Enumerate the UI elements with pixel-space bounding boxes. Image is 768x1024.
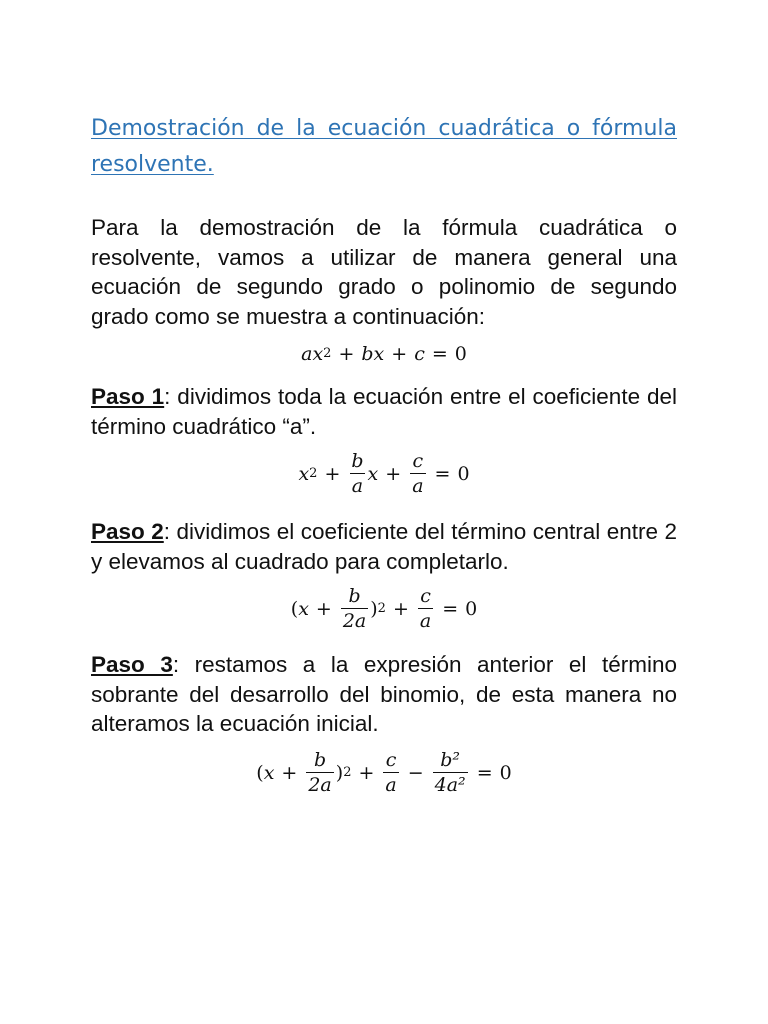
eq-term: b [361,343,374,365]
fraction-numerator: b² [440,749,461,771]
fraction-denominator: 4a² [434,774,466,796]
fraction-denominator: 2a [308,774,332,796]
step-1-label: Paso 1 [91,384,165,409]
equation-step-2: ( x + $\frac{b}{2a}$ ) 2 + $\frac{c}{a}$ = 0 [290,585,478,632]
document-title: Demostración de la ecuación cuadrática o fórmula resolvente. [91,116,677,177]
fraction-numerator: b [313,749,327,771]
intro-paragraph: Para la demostración de la fórmula cuadrática o resolvente, vamos a utilizar de manera general una ecuación de segundo grado o polinomio de segundo grado como se muestra a continuación: [91,215,677,329]
eq-term: x [298,597,309,620]
eq-operator: + [315,597,332,620]
step-3-label: Paso 3 [91,652,173,677]
eq-operator: + [391,343,408,365]
equation-step-1: x 2 + $\frac{b}{a}$ x + $\frac{c}{a}$ = 0 [298,450,470,497]
eq-paren: ( [256,761,264,784]
eq-term: 0 [454,343,467,365]
eq-term: a [301,343,313,365]
eq-operator: = [434,462,451,485]
eq-term: x [263,761,275,784]
eq-fraction [418,585,433,632]
eq-term: 0 [457,462,470,485]
fraction-denominator: a [351,475,364,497]
eq-operator: + [324,462,341,485]
step-1-text: : dividimos toda la ecuación entre el coeficiente del término cuadrático “a”. [91,384,677,439]
step-1-paragraph [91,382,677,441]
eq-paren: ) [370,597,378,620]
eq-term: x [373,343,385,365]
equation-general-form: a x 2 + b x + c = 0 [301,343,467,365]
eq-term: 0 [499,761,512,784]
eq-term: 0 [465,597,478,620]
eq-fraction [341,585,368,632]
fraction-denominator: a [419,610,432,632]
equation-step-3: ( x + $\frac{b}{2a}$ ) 2 + $\frac{c}{a}$ − $\frac{\text{b²}}{\text{4a²}}$ = 0 [256,749,512,796]
step-2-paragraph [91,517,677,576]
eq-operator: = [431,343,448,365]
eq-fraction [383,749,398,796]
eq-term: x [312,343,324,365]
eq-term: c [414,343,425,365]
fraction-denominator: a [385,774,397,796]
eq-fraction [433,749,468,796]
eq-operator: = [442,597,459,620]
eq-operator: + [385,462,402,485]
fraction-denominator: a [412,475,424,497]
eq-term: x [298,462,310,485]
fraction-denominator: 2a [342,610,367,632]
eq-operator: + [358,761,375,784]
fraction-numerator: b [348,585,361,607]
eq-fraction [349,450,365,497]
eq-operator: = [476,761,493,784]
fraction-numerator: b [351,450,364,472]
step-3-paragraph [91,650,677,739]
eq-operator: + [338,343,355,365]
fraction-numerator: c [385,749,397,771]
eq-operator: + [281,761,298,784]
eq-fraction [410,450,425,497]
fraction-numerator: c [420,585,431,607]
eq-paren: ( [290,597,299,620]
fraction-numerator: c [412,450,424,472]
eq-fraction [306,749,333,796]
step-3-text: : restamos a la expresión anterior el término sobrante del desarrollo del binomio, de esta manera no alteramos la ecuación inicial. [91,652,677,736]
eq-paren: ) [335,761,344,784]
step-2-label: Paso 2 [91,519,164,544]
eq-term: x [367,462,379,485]
step-2-text: : dividimos el coeficiente del término central entre 2 y elevamos al cuadrado para completarlo. [91,519,677,574]
eq-operator: − [407,761,424,784]
eq-operator: + [392,597,409,620]
